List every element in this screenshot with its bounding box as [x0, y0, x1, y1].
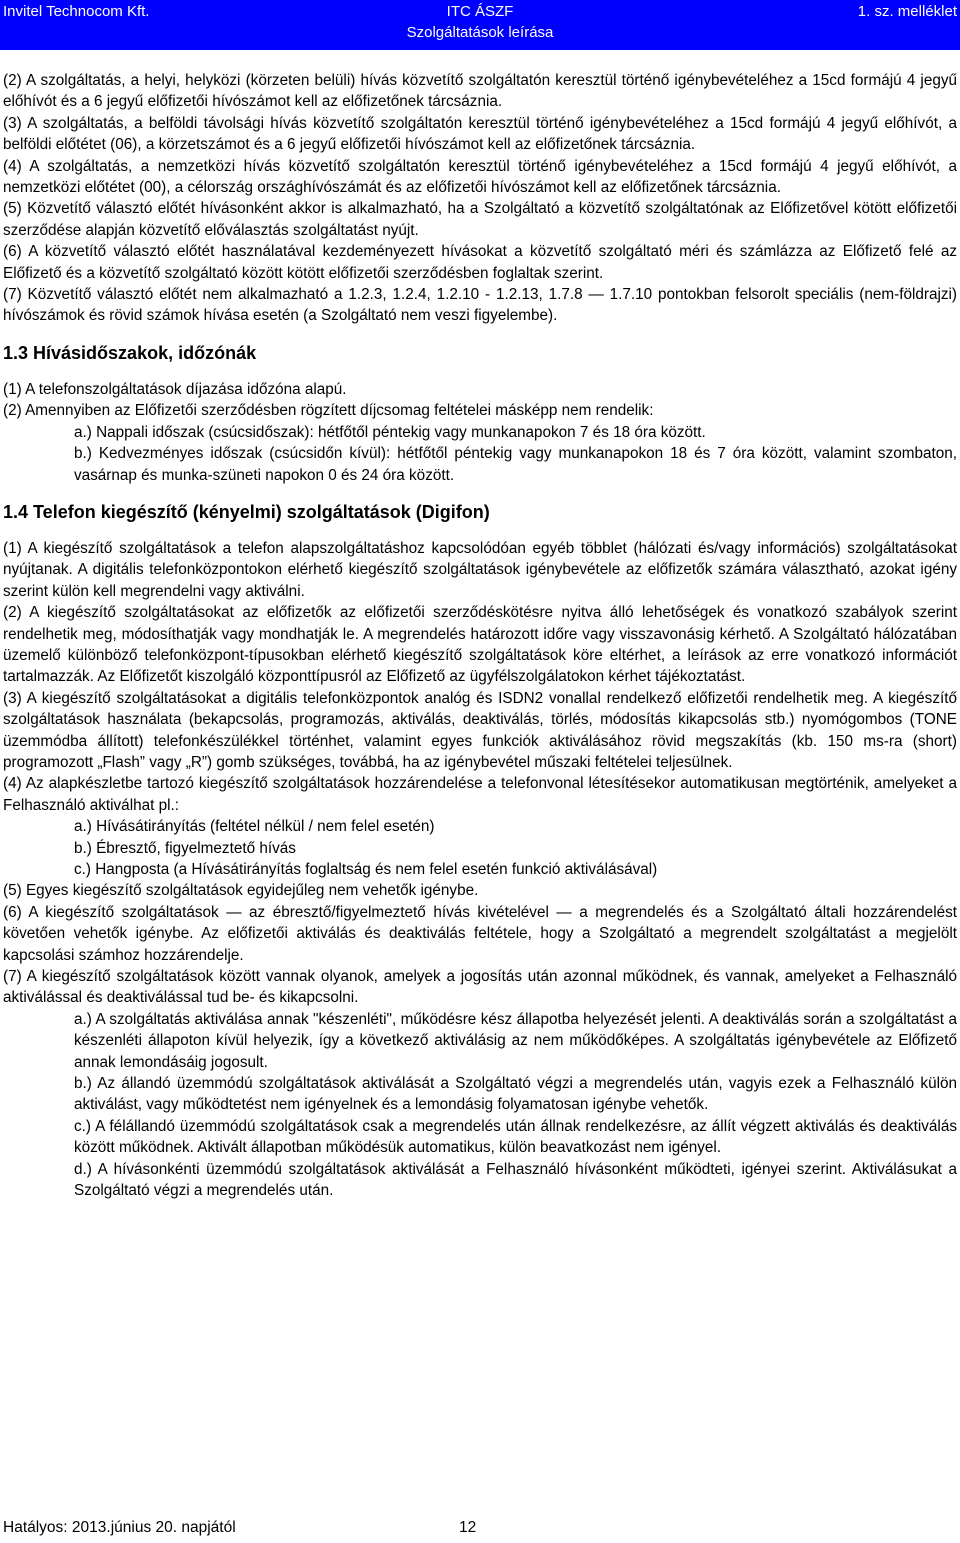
header-title: ITC ÁSZF: [446, 3, 514, 20]
paragraph: (7) Közvetítő választó előtét nem alkalmazható a 1.2.3, 1.2.4, 1.2.10 - 1.2.13, 1.7.8 — 1.7.10 pontokban felsorolt speciális (nem-földrajzi) hívószámok és rövid számok hívása esetén (a Szolgáltató nem veszi figyelembe).: [3, 286, 957, 325]
page-header: [0, 0, 960, 50]
paragraph: (2) Amennyiben az Előfizetői szerződésben rögzített díjcsomag feltételei másképp nem rendelik:: [3, 402, 654, 420]
list-item: d.) A hívásonkénti üzemmódú szolgáltatások aktiválását a Felhasználó hívásonként működteti, igényei szerint. Aktiválásukat a Szolgáltató végzi a megrendelés után.: [74, 1160, 957, 1200]
paragraph: (3) A kiegészítő szolgáltatásokat a digitális telefonközpontok analóg és ISDN2 vonallal rendelkező előfizetői rendelhetik meg. A kiegészítő szolgáltatások használata (bekapcsolás, programozás, aktiválás, deaktiválás, törlés, módosítás kikapcsolás stb.) nyomógombos (TONE üzemmódba állított) telefonkészülékkel történhet, valamint egyes funkciók aktiválásához rövid megszakítás (kb. 150 ms-ra (short) programozott „Flash” vagy „R”) gomb szükséges, továbbá, ha az igénybevétel műszaki feltételei teljesülnek.: [3, 689, 957, 771]
paragraph: (2) A szolgáltatás, a helyi, helyközi (körzeten belüli) hívás közvetítő szolgáltatón keresztül történő igénybevételéhez a 15cd formájú 4 jegyű előhívót és a 6 jegyű előfizetői hívószámot kell az előfizetőnek tárcsáznia.: [3, 72, 957, 111]
paragraph: (6) A közvetítő választó előtét használatával kezdeményezett hívásokat a közvetítő szolgáltató méri és számlázza az Előfizető felé az Előfizető és a közvetítő szolgáltató között kötött előfizetői szerződésben foglaltak szerint.: [3, 243, 957, 282]
paragraph: (5) Egyes kiegészítő szolgáltatások egyidejűleg nem vehetők igénybe.: [3, 882, 479, 900]
paragraph: (4) A szolgáltatás, a nemzetközi hívás közvetítő szolgáltatón keresztül történő igénybevételéhez a 15cd formájú 4 jegyű előhívót, a nemzetközi előtétet (00), a célország országhívószámát és az előfizetői hívószámot kell az előfizetőnek tárcsáznia.: [3, 157, 957, 197]
paragraph: (1) A kiegészítő szolgáltatások a telefon alapszolgáltatáshoz kapcsolódóan egyéb többlet (hálózati és/vagy információs) szolgáltatásokat nyújtanak. A digitális telefonközpontokon elérhető kiegészítő szolgáltatások igénybevétele az előfizetők számára választható, azokat igény szerint külön kell megrendelni vagy aktiválni.: [3, 539, 957, 600]
paragraph: (7) A kiegészítő szolgáltatások között vannak olyanok, amelyek a jogosítás után azonnal működnek, és vannak, amelyeket a Felhasználó aktiválással és deaktiválással tud be- és kikapcsolni.: [3, 968, 957, 1007]
header-annex: 1. sz. melléklet: [857, 3, 957, 20]
paragraph: (2) A kiegészítő szolgáltatásokat az előfizetők az előfizetői szerződéskötésre nyitva álló lehetőségek és vonatkozó szabályok szerint rendelhetik meg, módosíthatják vagy mondhatják le. A megrendelés határozott időre vagy visszavonásig kérhető. A Szolgáltató hálózatában üzemelő különböző telefonközpont-típusokban elérhető kiegészítő szolgáltatások köre eltérhet, a leírások az erre vonatkozó információt tartalmazzák. Az Előfizetőt kiszolgáló központtípusról az Előfizető az ügyfélszolgálatokon kérhet tájékoztatást.: [3, 604, 957, 686]
paragraph: (4) Az alapkészletbe tartozó kiegészítő szolgáltatások hozzárendelése a telefonvonal létesítésekor automatikusan megtörténik, amelyeket a Felhasználó aktiválhat pl.:: [3, 775, 957, 814]
section-heading: 1.3 Hívásidőszakok, időzónák: [3, 342, 257, 363]
paragraph: (6) A kiegészítő szolgáltatások — az ébresztő/figyelmeztető hívás kivételével — a megrendelés és a Szolgáltató általi hozzárendelést követően vehetők igénybe. Az előfizetői aktiválás és deaktiválás feltétele, hogy a Szolgáltató a megrendelt szolgáltatást a megjelölt kapcsolási számhoz hozzárendelje.: [3, 903, 957, 964]
list-item: a.) A szolgáltatás aktiválása annak "készenléti", működésre kész állapotba helyezését jelenti. A deaktiválás során a szolgáltatást a készenléti állapoton kívül helyezik, így a következő aktiválásig az nem működőképes. A szolgáltatás igénybevétele az Előfizető annak lemondásáig jogosult.: [74, 1010, 957, 1071]
list-item: b.) Ébresztő, figyelmeztető hívás: [74, 839, 296, 857]
list-item: a.) Hívásátirányítás (feltétel nélkül / nem felel esetén): [74, 818, 435, 836]
footer-effective-date: Hatályos: 2013.június 20. napjától: [3, 1519, 236, 1536]
paragraph: (1) A telefonszolgáltatások díjazása időzóna alapú.: [3, 380, 347, 398]
paragraph: (5) Közvetítő választó előtét hívásonként akkor is alkalmazható, ha a Szolgáltató a közvetítő szolgáltatónak az Előfizetővel kötött előfizetői szerződése alapján közvetítő előválasztás szolgáltatást nyújt.: [3, 200, 957, 239]
list-item: c.) A félállandó üzemmódú szolgáltatások csak a megrendelés után állnak rendelkezésre, az állít végzett aktiválás és deaktiválás között működnek. Aktivált állapotban működésük automatikus, külön beavatkozást nem igényel.: [74, 1117, 957, 1157]
header-subtitle: Szolgáltatások leírása: [406, 24, 554, 41]
section-heading: 1.4 Telefon kiegészítő (kényelmi) szolgáltatások (Digifon): [3, 501, 490, 522]
paragraph: (3) A szolgáltatás, a belföldi távolsági hívás közvetítő szolgáltatón keresztül történő igénybevételéhez a 15cd formájú 4 jegyű előhívót, a belföldi előtétet (06), a körzetszámot és a 6 jegyű előfizetői hívószámot kell az előfizetőnek tárcsáznia.: [3, 114, 957, 154]
page-number: 12: [459, 1519, 477, 1536]
list-item: a.) Nappali időszak (csúcsidőszak): hétfőtől péntekig vagy munkanapokon 7 és 18 óra között.: [74, 423, 706, 441]
list-item: b.) Az állandó üzemmódú szolgáltatások aktiválását a Szolgáltató végzi a megrendelés után, vagyis ezek a Felhasználó külön aktiválást, vagy működtetést nem igényelnek és a lemondásig folyamatosan igénybe vehetők.: [74, 1075, 957, 1114]
header-company: Invitel Technocom Kft.: [3, 3, 150, 20]
list-item: c.) Hangposta (a Hívásátirányítás foglaltság és nem felel esetén funkció aktiválásával): [74, 861, 658, 878]
list-item: b.) Kedvezményes időszak (csúcsidőn kívül): hétfőtől péntekig vagy munkanapokon 18 és 7 óra között, valamint szombaton, vasárnap és munka-szüneti napokon 0 és 24 óra között.: [74, 445, 957, 484]
document-body: [3, 70, 957, 1202]
